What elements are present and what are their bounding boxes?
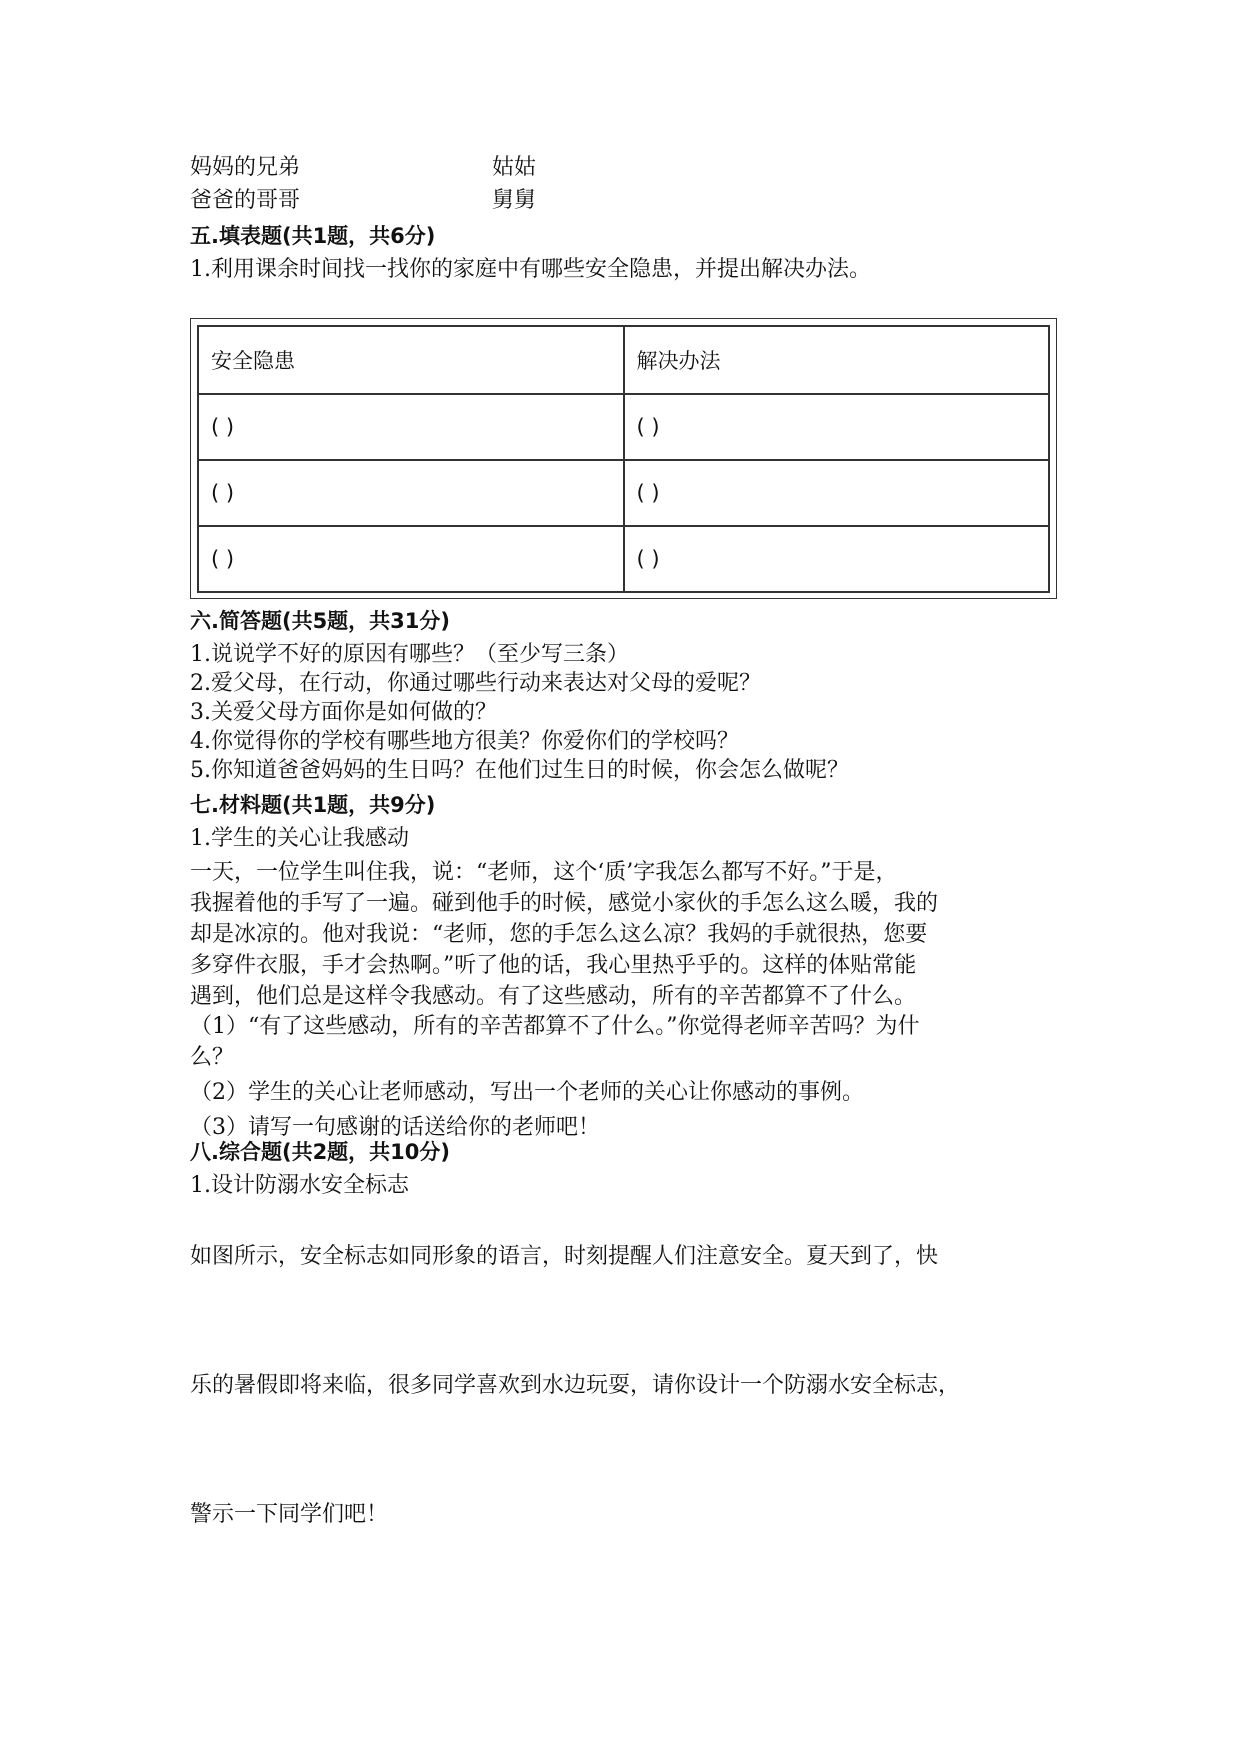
table-cell-solution-3[interactable]: ( ) [624, 526, 1050, 592]
table-row [198, 526, 1049, 592]
table-cell-solution-1[interactable]: ( ) [624, 394, 1050, 460]
section6-question-2: 2.爱父母，在行动，你通过哪些行动来表达对父母的爱呢？ [190, 671, 761, 696]
section7-sub-questions [190, 1011, 1050, 1143]
section5-heading: 五.填表题(共1题，共6分) [190, 224, 436, 248]
matching-left-2: 爸爸的哥哥 [190, 188, 301, 213]
passage-line: 遇到，他们总是这样令我感动。有了这些感动，所有的辛苦都算不了什么。 [190, 984, 917, 1009]
table-row [198, 394, 1049, 460]
section8-heading: 八.综合题(共2题，共10分) [190, 1140, 451, 1164]
section5-question-1: 1.利用课余时间找一找你的家庭中有哪些安全隐患，并提出解决办法。 [190, 257, 871, 282]
table-header-hazard: 安全隐患 [198, 326, 624, 394]
matching-right-2: 舅舅 [492, 188, 537, 213]
section6-question-5: 5.你知道爸爸妈妈的生日吗？在他们过生日的时候，你会怎么做呢？ [190, 758, 849, 783]
sub-question-3: （3）请写一句感谢的话送给你的老师吧！ [190, 1115, 600, 1140]
table-cell-hazard-1[interactable]: ( ) [198, 394, 624, 460]
hazard-table [197, 325, 1050, 593]
section7-heading: 七.材料题(共1题，共9分) [190, 793, 436, 817]
section6-heading: 六.简答题(共5题，共31分) [190, 609, 451, 633]
section6-question-4: 4.你觉得你的学校有哪些地方很美？你爱你们的学校吗？ [190, 729, 739, 754]
passage-line: 一天，一位学生叫住我，说：“老师，这个‘质’字我怎么都写不好。”于是， [190, 860, 898, 885]
section8-line-2: 乐的暑假即将来临，很多同学喜欢到水边玩耍，请你设计一个防溺水安全标志， [190, 1373, 961, 1398]
section7-question-1-title: 1.学生的关心让我感动 [190, 826, 409, 851]
sub-question-1-cont: 么？ [190, 1045, 235, 1070]
passage-line: 多穿件衣服，手才会热啊。”听了他的话，我心里热乎乎的。这样的体贴常能 [190, 953, 917, 978]
section8-line-3: 警示一下同学们吧！ [190, 1502, 389, 1527]
passage-line: 却是冰凉的。他对我说：“老师，您的手怎么这么凉？我妈的手就很热，您要 [190, 922, 928, 947]
section7-passage [190, 857, 1050, 1012]
table-cell-hazard-3[interactable]: ( ) [198, 526, 624, 592]
table-cell-solution-2[interactable]: ( ) [624, 460, 1050, 526]
section8-line-1: 如图所示，安全标志如同形象的语言，时刻提醒人们注意安全。夏天到了，快 [190, 1244, 939, 1269]
sub-question-1: （1）“有了这些感动，所有的辛苦都算不了什么。”你觉得老师辛苦吗？为什 [190, 1014, 920, 1039]
section6-question-1: 1.说说学不好的原因有哪些？（至少写三条） [190, 642, 629, 667]
matching-right-1: 姑姑 [492, 155, 537, 180]
table-row [198, 460, 1049, 526]
section8-question-1-title: 1.设计防溺水安全标志 [190, 1173, 409, 1198]
sub-question-2: （2）学生的关心让老师感动，写出一个老师的关心让你感动的事例。 [190, 1080, 864, 1105]
table-header-row [198, 326, 1049, 394]
table-header-solution: 解决办法 [624, 326, 1050, 394]
hazard-table-frame [190, 318, 1057, 599]
matching-left-1: 妈妈的兄弟 [190, 155, 301, 180]
table-cell-hazard-2[interactable]: ( ) [198, 460, 624, 526]
section6-question-3: 3.关爱父母方面你是如何做的？ [190, 700, 497, 725]
passage-line: 我握着他的手写了一遍。碰到他手的时候，感觉小家伙的手怎么这么暖，我的 [190, 891, 939, 916]
